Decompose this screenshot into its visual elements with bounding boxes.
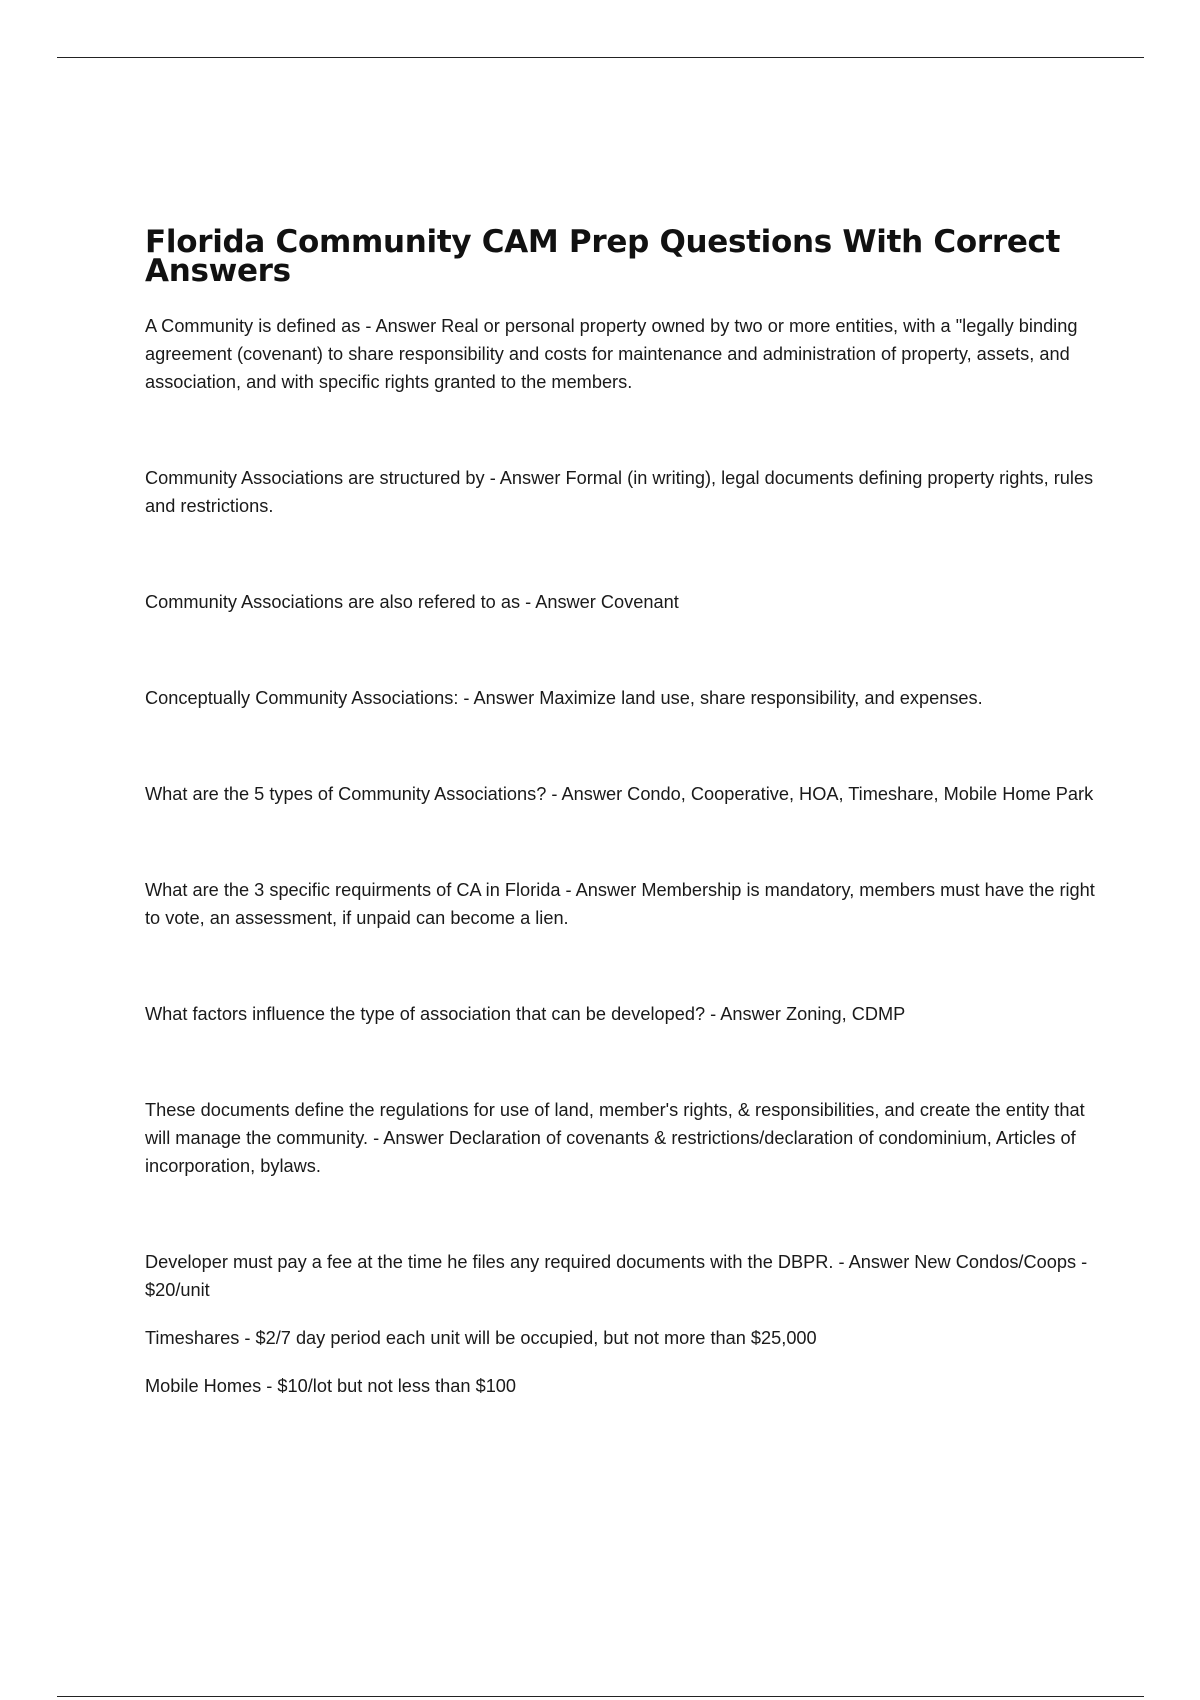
qa-entry: Mobile Homes - $10/lot but not less than $100	[145, 1376, 517, 1396]
header-rule	[57, 57, 1144, 58]
qa-entry: These documents define the regulations for use of land, member's rights, & responsibilities, and create the entity that will manage the community. - Answer Declaration of covenants & restrictions/declaration of condominium, Articles of incorporation, bylaws.	[145, 1100, 1085, 1176]
document-body	[145, 224, 1095, 1400]
footer-rule	[57, 1696, 1144, 1697]
qa-entry: Community Associations are structured by - Answer Formal (in writing), legal documents defining property rights, rules and restrictions.	[145, 468, 1094, 516]
qa-entry: What are the 3 specific requirments of CA in Florida - Answer Membership is mandatory, members must have the right to vote, an assessment, if unpaid can become a lien.	[145, 880, 1095, 928]
qa-entry: Timeshares - $2/7 day period each unit will be occupied, but not more than $25,000	[145, 1328, 817, 1348]
qa-entry: Conceptually Community Associations: - Answer Maximize land use, share responsibility, and expenses.	[145, 688, 983, 708]
qa-entry: What factors influence the type of association that can be developed? - Answer Zoning, CDMP	[145, 1004, 906, 1024]
document-title: Florida Community CAM Prep Questions With Correct Answers	[145, 224, 1061, 289]
qa-entry: What are the 5 types of Community Associations? - Answer Condo, Cooperative, HOA, Timeshare, Mobile Home Park	[145, 784, 1094, 804]
qa-entry: A Community is defined as - Answer Real or personal property owned by two or more entities, with a "legally binding agreement (covenant) to share responsibility and costs for maintenance and administration of property, assets, and association, and with specific rights granted to the members.	[145, 316, 1078, 392]
qa-entry: Community Associations are also refered to as - Answer Covenant	[145, 592, 679, 612]
qa-entry: Developer must pay a fee at the time he files any required documents with the DBPR. - Answer New Condos/Coops - $20/unit	[145, 1252, 1088, 1300]
